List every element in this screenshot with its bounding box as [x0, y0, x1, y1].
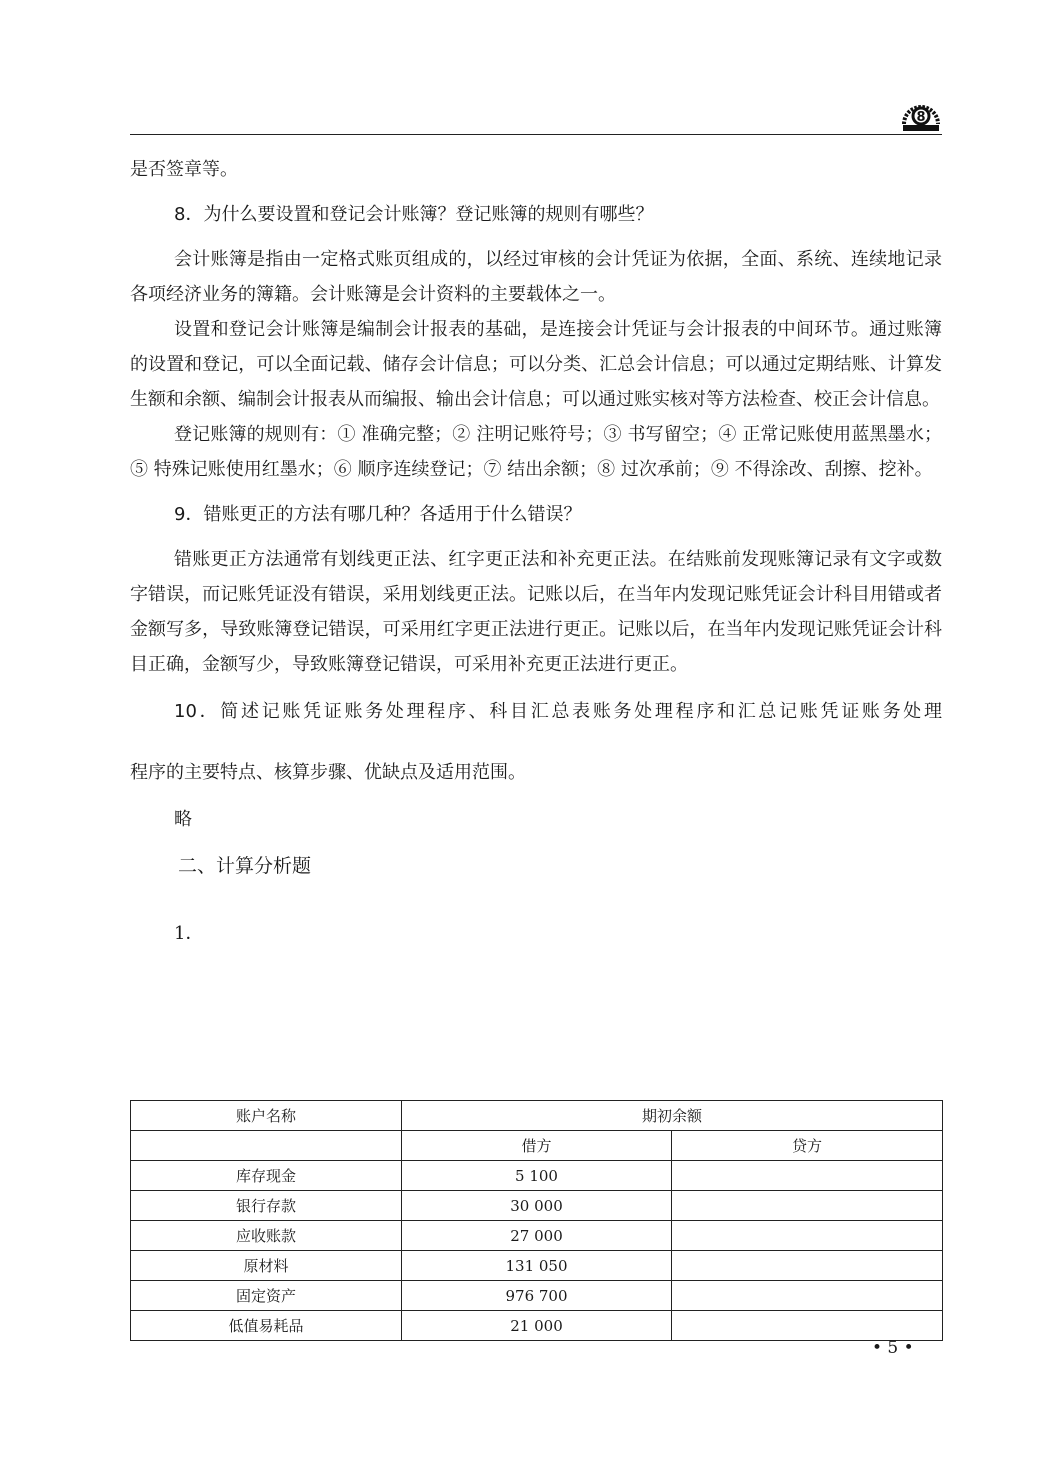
- credit-value: [672, 1221, 943, 1251]
- account-name: 应收账款: [131, 1221, 402, 1251]
- question-9: 9．错账更正的方法有哪几种？各适用于什么错误？: [174, 504, 582, 525]
- table-row: [131, 1161, 943, 1191]
- debit-value: 976 700: [402, 1281, 672, 1311]
- question-10-line-2: 程序的主要特点、核算步骤、优缺点及适用范围。: [130, 762, 526, 783]
- account-name: 库存现金: [131, 1161, 402, 1191]
- credit-value: [672, 1311, 943, 1341]
- question-10: [130, 694, 942, 790]
- answer-8-paragraph-3: 登记账簿的规则有：① 准确完整；② 注明记账符号；③ 书写留空；④ 正常记账使用蓝黑墨水；⑤ 特殊记账使用红墨水；⑥ 顺序连续登记；⑦ 结出余额；⑧ 过次承前；⑨ 不得涂改、刮擦、挖补。: [130, 424, 942, 480]
- header-opening-balance: 期初余额: [402, 1101, 943, 1131]
- debit-value: 27 000: [402, 1221, 672, 1251]
- question-10-line-1: 10．简述记账凭证账务处理程序、科目汇总表账务处理程序和汇总记账凭证账务处理: [174, 701, 942, 722]
- credit-value: [672, 1161, 943, 1191]
- credit-value: [672, 1191, 943, 1221]
- page-number: • 5 •: [872, 1338, 914, 1358]
- debit-value: 30 000: [402, 1191, 672, 1221]
- header-credit: 贷方: [672, 1131, 943, 1161]
- credit-value: [672, 1251, 943, 1281]
- svg-text:8: 8: [916, 110, 926, 125]
- table-row: [131, 1311, 943, 1341]
- account-name: 银行存款: [131, 1191, 402, 1221]
- table-row: [131, 1221, 943, 1251]
- table-row: [131, 1251, 943, 1281]
- answer-10: 略: [174, 809, 192, 830]
- question-8: 8．为什么要设置和登记会计账簿？登记账簿的规则有哪些？: [174, 204, 654, 225]
- header-account-name: 账户名称: [131, 1101, 402, 1131]
- publisher-logo-icon: [900, 98, 942, 132]
- paragraph-continuation: 是否签章等。: [130, 159, 238, 180]
- account-name: 低值易耗品: [131, 1311, 402, 1341]
- balance-table: [130, 1100, 942, 1341]
- account-name: 原材料: [131, 1251, 402, 1281]
- answer-8-paragraph-2: 设置和登记会计账簿是编制会计报表的基础，是连接会计凭证与会计报表的中间环节。通过账簿的设置和登记，可以全面记载、储存会计信息；可以分类、汇总会计信息；可以通过定期结账、计算发生额和余额、编制会计报表从而编报、输出会计信息；可以通过账实核对等方法检查、校正会计信息。: [130, 319, 942, 410]
- credit-value: [672, 1281, 943, 1311]
- header-empty-cell: [131, 1131, 402, 1161]
- item-number: 1．: [174, 923, 204, 944]
- table-row: [131, 1191, 943, 1221]
- debit-value: 5 100: [402, 1161, 672, 1191]
- debit-value: 21 000: [402, 1311, 672, 1341]
- page-body: [130, 152, 942, 951]
- header-debit: 借方: [402, 1131, 672, 1161]
- section-heading: 二、计算分析题: [178, 855, 312, 877]
- debit-value: 131 050: [402, 1251, 672, 1281]
- answer-8-paragraph-1: 会计账簿是指由一定格式账页组成的，以经过审核的会计凭证为依据，全面、系统、连续地记录各项经济业务的簿籍。会计账簿是会计资料的主要载体之一。: [130, 249, 942, 305]
- table-row: [131, 1281, 943, 1311]
- answer-9: 错账更正方法通常有划线更正法、红字更正法和补充更正法。在结账前发现账簿记录有文字或数字错误，而记账凭证没有错误，采用划线更正法。记账以后，在当年内发现记账凭证会计科目用错或者金额写多，导致账簿登记错误，可采用红字更正法进行更正。记账以后，在当年内发现记账凭证会计科目正确，金额写少，导致账簿登记错误，可采用补充更正法进行更正。: [130, 549, 942, 675]
- header-rule: [130, 134, 942, 135]
- account-name: 固定资产: [131, 1281, 402, 1311]
